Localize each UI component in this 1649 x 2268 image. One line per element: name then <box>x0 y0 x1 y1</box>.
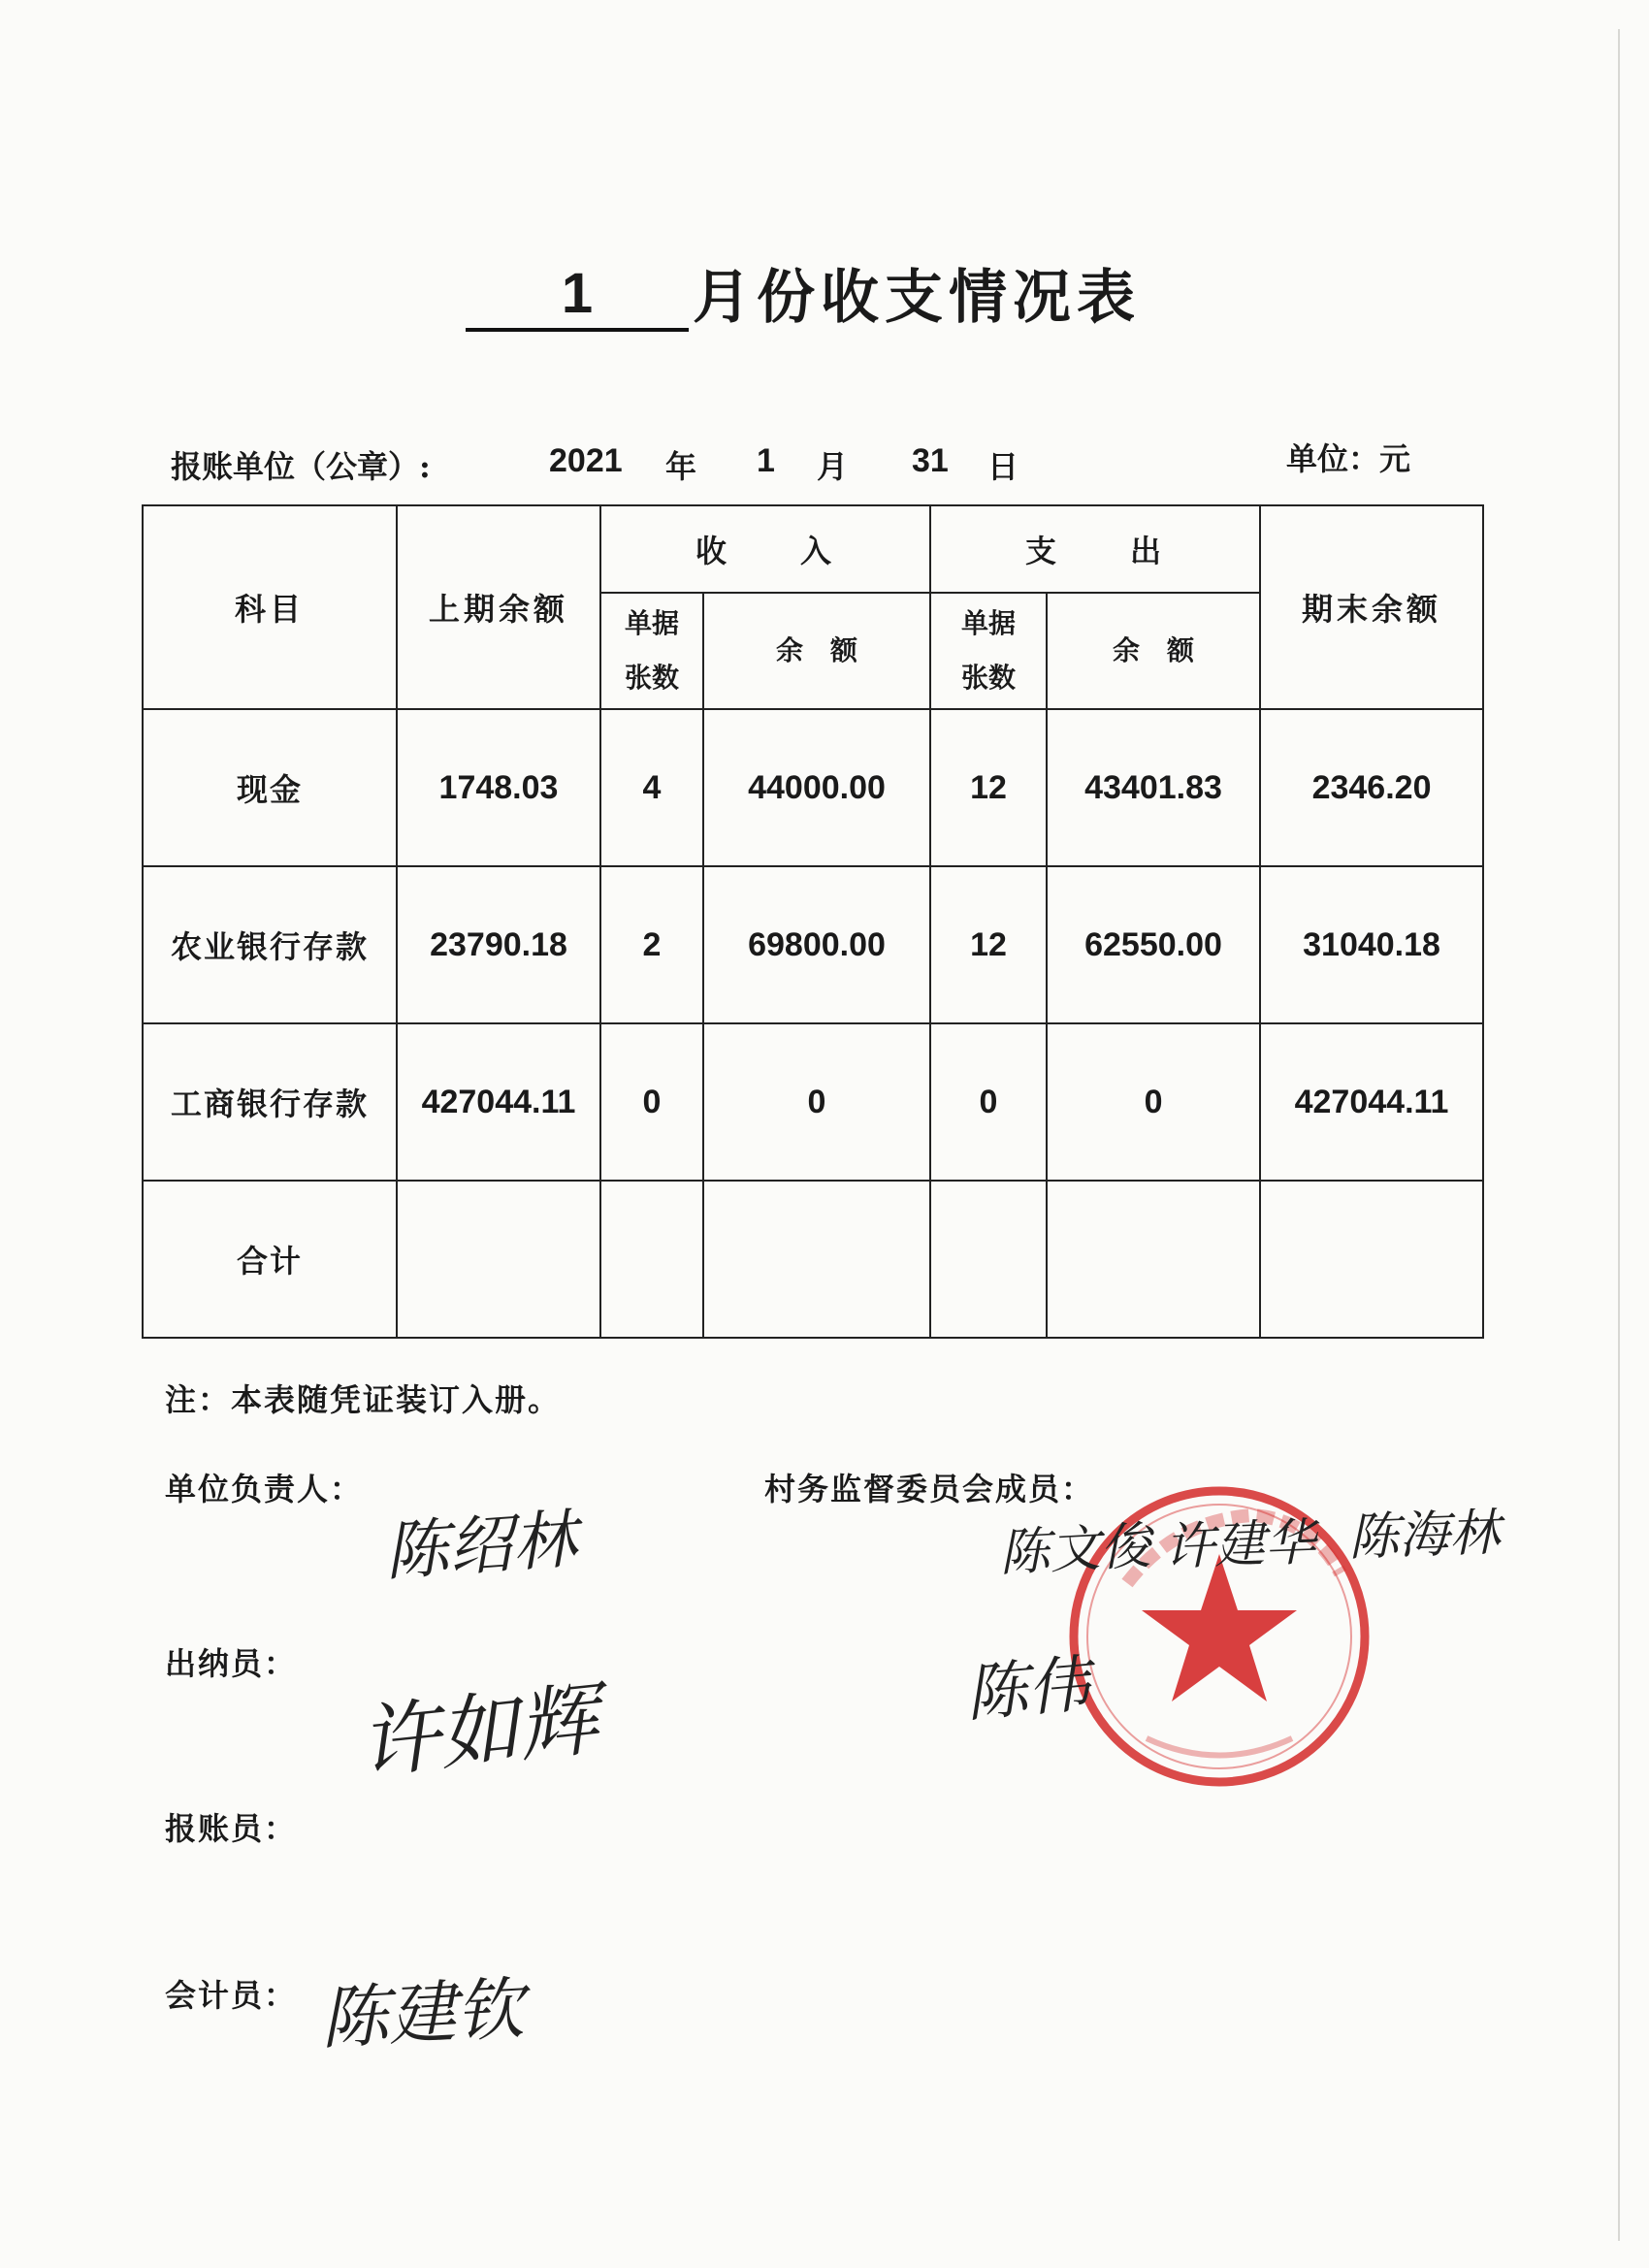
voucher-label-2: 张数 <box>961 662 1017 694</box>
report-year: 2021 <box>549 442 623 479</box>
row-income-amount: 69800.00 <box>703 866 930 1023</box>
voucher-label-2: 张数 <box>624 662 679 694</box>
row-expense-amount: 43401.83 <box>1047 709 1260 866</box>
row-previous-balance: 427044.11 <box>397 1023 600 1181</box>
accountant-signature: 陈建钦 <box>318 1968 527 2059</box>
income-expense-table <box>142 504 1484 1339</box>
committee-signature-1: 陈文俊 <box>997 1516 1152 1584</box>
year-char: 年 <box>665 448 697 485</box>
committee-label: 村务监督委员会成员： <box>764 1471 1095 1507</box>
binding-note: 注：本表随凭证装订入册。 <box>165 1381 562 1418</box>
title-text: 月份收支情况表 <box>693 264 1141 332</box>
header-income-amount: 余 额 <box>703 593 930 709</box>
report-month: 1 <box>757 442 775 479</box>
row-expense-count: 12 <box>930 709 1047 866</box>
row-expense-count: 12 <box>930 866 1047 1023</box>
cashier-signature: 许如辉 <box>355 1673 603 1791</box>
report-day: 31 <box>912 442 949 479</box>
table-row <box>143 1023 1483 1181</box>
committee-signature-3: 陈海林 <box>1347 1504 1502 1568</box>
row-expense-count: 0 <box>930 1023 1047 1181</box>
currency-unit: 单位：元 <box>1286 440 1411 477</box>
voucher-label-1: 单据 <box>624 607 679 639</box>
row-income-count: 2 <box>600 866 703 1023</box>
header-expense-amount: 余 额 <box>1047 593 1260 709</box>
unit-head-signature: 陈绍林 <box>381 1502 579 1590</box>
accountant-label: 会计员： <box>165 1977 298 2014</box>
total-expense-amount <box>1047 1181 1260 1338</box>
row-expense-amount: 0 <box>1047 1023 1260 1181</box>
total-label: 合计 <box>143 1181 397 1338</box>
header-income: 收 入 <box>600 505 930 593</box>
header-income-count <box>600 593 703 709</box>
header-expense-count <box>930 593 1047 709</box>
day-char: 日 <box>987 448 1019 485</box>
unit-head-label: 单位负责人： <box>165 1471 364 1507</box>
total-previous-balance <box>397 1181 600 1338</box>
total-income-count <box>600 1181 703 1338</box>
row-ending-balance: 427044.11 <box>1260 1023 1483 1181</box>
table-row <box>143 709 1483 866</box>
row-previous-balance: 1748.03 <box>397 709 600 866</box>
row-subject: 工商银行存款 <box>143 1023 397 1181</box>
page-edge <box>1618 29 1620 2241</box>
committee-signature-4: 陈伟 <box>962 1648 1093 1732</box>
total-ending-balance <box>1260 1181 1483 1338</box>
row-expense-amount: 62550.00 <box>1047 866 1260 1023</box>
row-subject: 农业银行存款 <box>143 866 397 1023</box>
voucher-label-1: 单据 <box>961 607 1017 639</box>
row-income-amount: 0 <box>703 1023 930 1181</box>
reporting-unit-label: 报账单位（公章）: <box>171 448 431 485</box>
month-char: 月 <box>817 448 849 485</box>
page-title <box>466 254 1141 332</box>
row-income-count: 0 <box>600 1023 703 1181</box>
report-header <box>171 435 1451 493</box>
row-ending-balance: 31040.18 <box>1260 866 1483 1023</box>
header-subject: 科目 <box>143 505 397 709</box>
header-previous-balance: 上期余额 <box>397 505 600 709</box>
reimburser-label: 报账员： <box>165 1810 298 1847</box>
row-income-amount: 44000.00 <box>703 709 930 866</box>
row-previous-balance: 23790.18 <box>397 866 600 1023</box>
cashier-label: 出纳员： <box>165 1645 298 1682</box>
table-row <box>143 866 1483 1023</box>
header-expense: 支 出 <box>930 505 1260 593</box>
total-income-amount <box>703 1181 930 1338</box>
committee-signature-2: 许建华 <box>1163 1513 1317 1577</box>
row-subject: 现金 <box>143 709 397 866</box>
table-header-row <box>143 505 1483 593</box>
title-month: 1 <box>466 260 689 332</box>
total-row <box>143 1181 1483 1338</box>
row-ending-balance: 2346.20 <box>1260 709 1483 866</box>
header-ending-balance: 期末余额 <box>1260 505 1483 709</box>
row-income-count: 4 <box>600 709 703 866</box>
total-expense-count <box>930 1181 1047 1338</box>
